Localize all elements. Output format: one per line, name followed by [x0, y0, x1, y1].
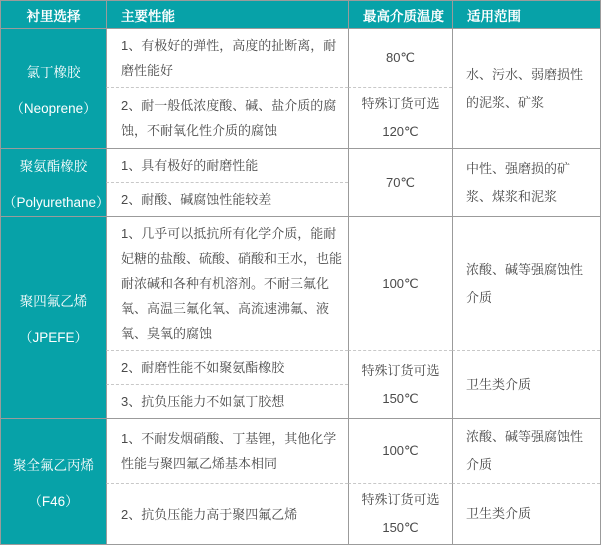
table-header-row — [0, 0, 600, 28]
temperature-line: 特殊订货可选 — [361, 96, 440, 111]
performance-cell: 2、抗负压能力高于聚四氟乙烯 — [106, 483, 348, 544]
performance-cell: 1、具有极好的耐磨性能 — [106, 148, 348, 182]
performance-cell: 1、不耐发烟硝酸、丁基锂，其他化学性能与聚四氟乙烯基本相同 — [106, 418, 348, 483]
temperature-line: 100℃ — [382, 275, 419, 291]
material-name-cn: 氯丁橡胶 — [26, 64, 81, 80]
application-cell: 卫生类介质 — [452, 483, 600, 544]
material-name-cn: 聚氨酯橡胶 — [19, 158, 88, 174]
temperature-cell — [348, 418, 452, 483]
application-cell: 水、污水、弱磨损性的泥浆、矿浆 — [452, 28, 600, 148]
material-cell-ptfe — [0, 216, 106, 418]
material-name-cn: 聚全氟乙丙烯 — [13, 457, 94, 473]
performance-cell: 1、有极好的弹性，高度的扯断离，耐磨性能好 — [106, 28, 348, 87]
material-name-en: （F46） — [28, 493, 79, 509]
application-cell: 卫生类介质 — [452, 350, 600, 418]
table-row — [0, 216, 600, 350]
performance-cell: 2、耐磨性能不如聚氨酯橡胶 — [106, 350, 348, 384]
application-cell: 中性、强磨损的矿浆、煤浆和泥浆 — [452, 148, 600, 216]
material-cell-polyurethane — [0, 148, 110, 216]
table-row — [0, 418, 600, 483]
temperature-cell — [348, 216, 452, 350]
header-main-performance: 主要性能 — [106, 0, 348, 28]
temperature-line: 特殊订货可选 — [361, 362, 440, 378]
material-name-en: （JPEFE） — [18, 329, 88, 345]
temperature-line: 特殊订货可选 — [361, 492, 440, 507]
performance-cell: 2、耐一般低浓度酸、碱、盐介质的腐蚀，不耐氧化性介质的腐蚀 — [106, 87, 348, 148]
table-row — [0, 148, 600, 182]
temperature-line: 150℃ — [382, 390, 419, 406]
temperature-cell — [348, 350, 452, 418]
material-cell-neoprene — [0, 28, 106, 148]
performance-cell: 3、抗负压能力不如氯丁胶想 — [106, 384, 348, 418]
temperature-cell — [348, 28, 452, 87]
temperature-cell — [348, 148, 452, 216]
header-lining-selection: 衬里选择 — [0, 0, 106, 28]
temperature-line: 150℃ — [382, 520, 419, 535]
material-cell-f46 — [0, 418, 106, 544]
temperature-cell — [348, 483, 452, 544]
material-name-cn: 聚四氟乙烯 — [19, 293, 88, 309]
header-application-range: 适用范围 — [452, 0, 600, 28]
material-name-en: （Polyurethane） — [3, 194, 110, 210]
table-row — [0, 28, 600, 87]
application-cell: 浓酸、碱等强腐蚀性介质 — [452, 418, 600, 483]
material-name-en: （Neoprene） — [10, 100, 97, 116]
application-cell: 浓酸、碱等强腐蚀性介质 — [452, 216, 600, 350]
header-max-medium-temperature: 最高介质温度 — [348, 0, 452, 28]
temperature-line: 120℃ — [382, 124, 419, 139]
temperature-line: 100℃ — [382, 443, 419, 458]
performance-cell: 2、耐酸、碱腐蚀性能较差 — [106, 182, 348, 216]
temperature-line: 80℃ — [385, 50, 416, 65]
temperature-line: 70℃ — [385, 174, 416, 190]
temperature-cell — [348, 87, 452, 148]
performance-cell: 1、几乎可以抵抗所有化学介质，能耐妃糖的盐酸、硫酸、硝酸和王水，也能耐浓碱和各种有机溶剂。不耐三氟化氧、高温三氟化氧、高流速沸氟、液氧、臭氧的腐蚀 — [106, 216, 348, 350]
